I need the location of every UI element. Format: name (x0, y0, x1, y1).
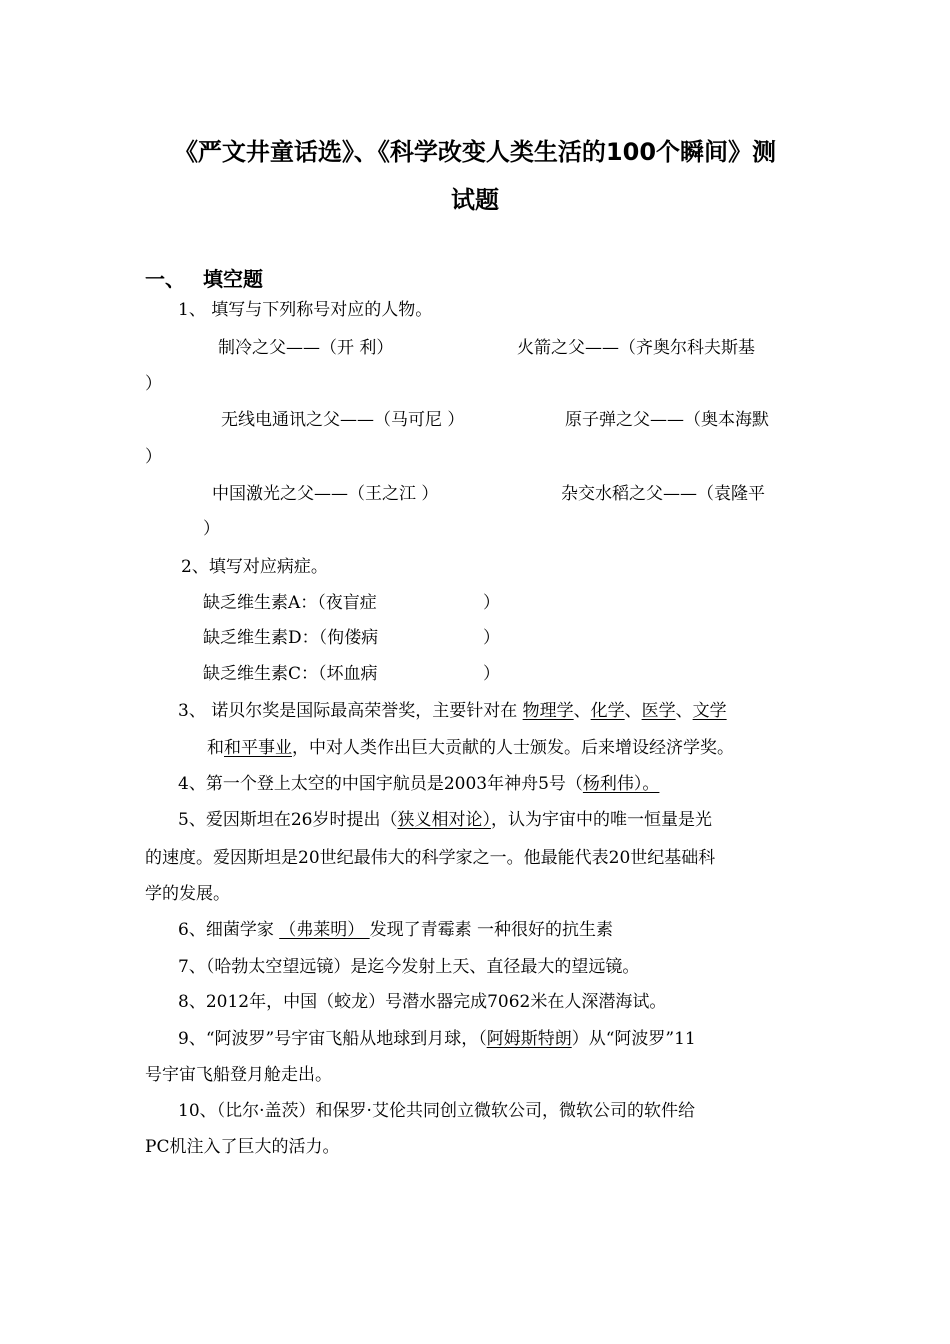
q2-vitamin-d-close: ） (483, 628, 500, 648)
q5-text: 5、爱因斯坦在26岁时提出（ (178, 810, 398, 830)
section-title: 填空题 (203, 267, 263, 291)
q4-answer: 杨利伟）。 (582, 774, 660, 794)
q5-line3: 学的发展。 (145, 884, 230, 904)
q9-line2: 号宇宙飞船登月舱走出。 (145, 1065, 332, 1085)
q6-text: 6、细菌学家 (178, 920, 280, 940)
q1-atomic-bomb: 原子弹之父——（奥本海默 (565, 410, 769, 430)
q3-intro: 3、 诺贝尔奖是国际最高荣誉奖，主要针对在 (178, 701, 523, 721)
q3-physics: 物理学 (522, 701, 574, 721)
q5-line1 (178, 812, 712, 829)
q10-line1: 10、（比尔·盖茨）和保罗·艾伦共同创立微软公司，微软公司的软件给 (178, 1101, 695, 1121)
q3-literature: 文学 (692, 701, 727, 721)
q4-line (178, 776, 659, 793)
section-number: 一、 (145, 267, 185, 291)
q2-vitamin-c: 缺乏维生素C：（坏血病 (203, 664, 378, 684)
q2-vitamin-a: 缺乏维生素A：（夜盲症 (203, 593, 377, 613)
q5-answer: 狭义相对论） (397, 810, 491, 830)
q1-row2-close: ） (145, 447, 162, 467)
q9-text: 9、“阿波罗”号宇宙飞船从地球到月球，（ (178, 1029, 487, 1049)
q3-chemistry: 化学 (590, 701, 625, 721)
document-title-line1: 《严文井童话选》、《科学改变人类生活的100个瞬间》测 (173, 138, 777, 166)
q7-line: 7、（哈勃太空望远镜）是迄今发射上天、直径最大的望远镜。 (178, 957, 640, 977)
q9-answer: 阿姆斯特朗 (486, 1029, 572, 1049)
q3-and: 和 (207, 738, 224, 758)
q1-rocket: 火箭之父——（齐奥尔科夫斯基 (517, 338, 755, 358)
q6-answer: （弗莱明） (279, 920, 370, 940)
q4-text: 4、第一个登上太空的中国宇航员是2003年神舟5号（ (178, 774, 583, 794)
q1-row1-close: ） (145, 374, 162, 394)
q1-laser: 中国激光之父——（王之江 ） (212, 484, 439, 504)
q3-line1 (178, 703, 727, 720)
q9-post: ）从“阿波罗”11 (571, 1029, 696, 1049)
q3-medicine: 医学 (641, 701, 676, 721)
q8-line: 8、2012年，中国（蛟龙）号潜水器完成7062米在人深潜海试。 (178, 992, 667, 1012)
q6-post: 发现了青霉素 一种很好的抗生素 (369, 920, 614, 940)
q9-line1 (178, 1031, 696, 1048)
q6-line (178, 922, 613, 939)
section-heading (145, 263, 263, 292)
q1-prompt: 1、 填写与下列称号对应的人物。 (178, 300, 433, 320)
q3-rest: ，中对人类作出巨大贡献的人士颁发。后来增设经济学奖。 (292, 738, 734, 758)
q10-line2: PC机注入了巨大的活力。 (145, 1137, 340, 1157)
q1-radio: 无线电通讯之父——（马可尼 ） (221, 410, 465, 430)
q2-vitamin-d: 缺乏维生素D：（佝偻病 (203, 628, 379, 648)
q5-line2: 的速度。爱因斯坦是20世纪最伟大的科学家之一。他最能代表20世纪基础科 (145, 848, 716, 868)
q1-row3-close: ） (203, 519, 220, 539)
q3-sep3: 、 (675, 701, 693, 721)
q1-refrigeration: 制冷之父——（开 利） (218, 338, 394, 358)
q1-hybrid-rice: 杂交水稻之父——（袁隆平 (561, 484, 765, 504)
q3-line2 (207, 740, 734, 757)
q5-post: ，认为宇宙中的唯一恒量是光 (490, 810, 712, 830)
q3-peace: 和平事业 (224, 738, 292, 758)
q3-sep1: 、 (573, 701, 591, 721)
q3-sep2: 、 (624, 701, 642, 721)
document-title-line2: 试题 (451, 186, 499, 214)
q2-vitamin-c-close: ） (483, 664, 500, 684)
q2-vitamin-a-close: ） (483, 593, 500, 613)
q2-prompt: 2、填写对应病症。 (181, 557, 328, 577)
